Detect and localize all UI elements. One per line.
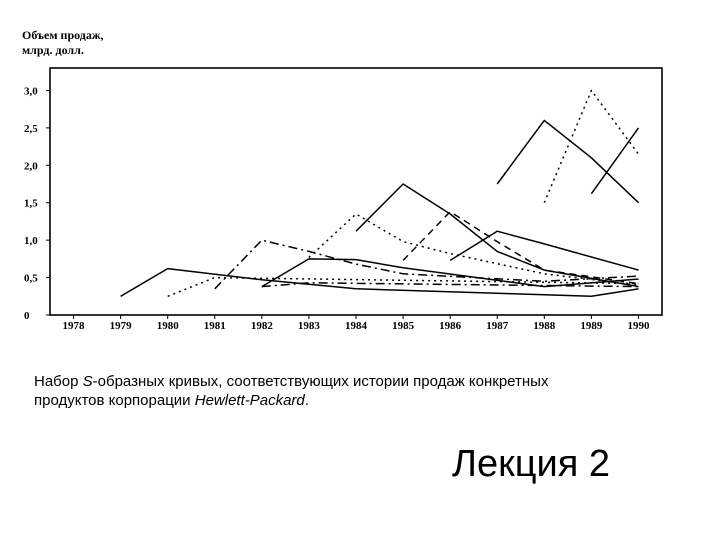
caption-line-2 xyxy=(34,391,674,410)
y-tick-label: 0 xyxy=(24,310,30,322)
caption-italic-s: S xyxy=(82,373,93,390)
x-tick-label: 1989 xyxy=(580,320,603,332)
product-sales-curve-7 xyxy=(356,184,639,287)
x-tick-label: 1985 xyxy=(392,320,415,332)
figure-caption xyxy=(34,372,674,410)
product-sales-curve-10 xyxy=(497,120,638,202)
caption-text: -образных кривых, соответствующих истории продаж конкретных xyxy=(92,373,549,390)
y-tick-label: 1,5 xyxy=(24,197,38,210)
x-tick-label: 1979 xyxy=(109,320,132,332)
plot-frame xyxy=(50,68,662,315)
y-tick-label: 3,0 xyxy=(24,85,38,98)
caption-text: продуктов корпорации xyxy=(34,392,195,409)
x-tick-label: 1984 xyxy=(345,320,367,332)
caption-line-1 xyxy=(34,372,674,391)
x-tick-label: 1986 xyxy=(439,320,462,332)
product-sales-curve-6 xyxy=(309,214,639,285)
x-tick-label: 1987 xyxy=(486,320,509,332)
x-tick-label: 1982 xyxy=(250,320,273,332)
y-axis-label-line-2: млрд. долл. xyxy=(22,43,84,57)
y-tick-label: 2,5 xyxy=(24,122,38,135)
product-sales-curve-2 xyxy=(168,278,639,297)
caption-text: Набор xyxy=(34,373,83,390)
caption-italic-company: Hewlett-Packard xyxy=(194,392,305,409)
y-tick-label: 0,5 xyxy=(24,272,38,285)
x-tick-label: 1983 xyxy=(297,320,320,332)
y-axis-label-line-1: Объем продаж, xyxy=(22,28,104,42)
product-sales-curve-12 xyxy=(591,128,638,194)
x-tick-label: 1981 xyxy=(203,320,226,332)
y-tick-label: 1,0 xyxy=(24,235,38,248)
x-tick-label: 1980 xyxy=(156,320,179,332)
product-sales-curve-5 xyxy=(262,259,639,287)
lecture-title: Лекция 2 xyxy=(452,443,610,485)
caption-text: . xyxy=(304,392,309,409)
x-tick-label: 1978 xyxy=(62,320,85,332)
y-tick-label: 2,0 xyxy=(24,160,38,173)
x-tick-label: 1990 xyxy=(627,320,650,332)
x-tick-label: 1988 xyxy=(533,320,556,332)
